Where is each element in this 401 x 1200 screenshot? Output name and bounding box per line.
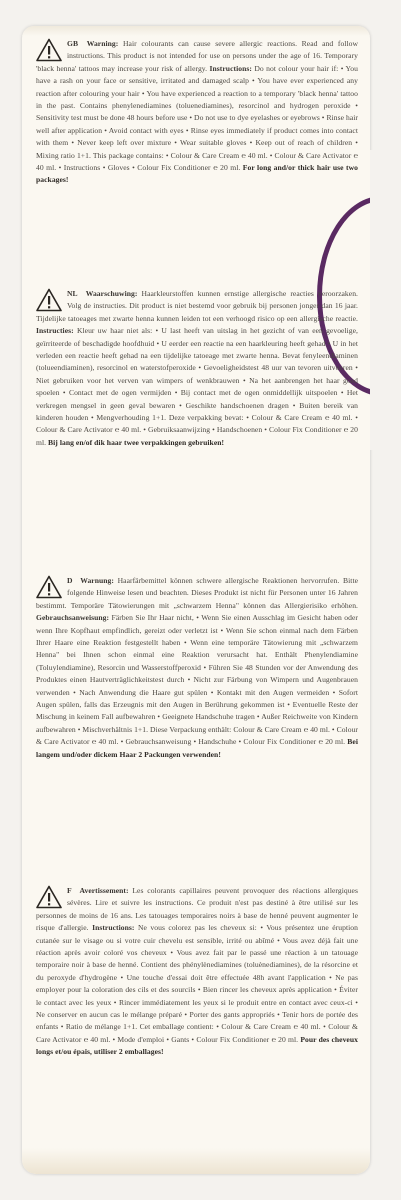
warning-block-d [36,575,358,761]
instructions-heading: Instructions: [92,923,135,933]
warning-triangle-icon [36,38,62,62]
panel-top-edge [22,26,370,36]
instructions-heading: Gebrauchsanweisung: [36,613,110,623]
warning-triangle-icon [36,288,62,312]
warning-heading: Waarschuwing: [85,289,138,298]
instructions-text: Ne vous colorez pas les cheveux si: • Vous présentez une éruption cutanée sur le visage ou si votre cuir chevelu est sensible, irrité ou abîmé • Vous avez déjà fait une réaction après avoir coloré vos cheveux • Vous avez fait par le passé une réaction à un tatouage temporaire noir à base de henné. Contient des phénylènediamines (toluènediamines), de la résorcine et du peroxyde d'hydrogène • Une touche d'essai doit être effectuée 48h avant l'application • Ne pas employer pour la coloration des cils et des sourcils • Bien rincer les cheveux après application • Éviter le contact avec les yeux • Rincer immédiatement les yeux si le produit entre en contact avec ceux-ci • Ne conserver en aucun cas le mélange préparé • Porter des gants appropriés • Tenir hors de portée des enfants • Ratio de mélange 1+1. Cet emballage contient: • Colour & Care Cream ℮ 40 ml. • Colour & Care Activator ℮ 40 ml. • Mode d'emploi • Gants • Colour Fix Conditioner ℮ 20 ml. [36,923,358,1044]
long-hair-note: Bei langem und/oder dickem Haar 2 Packungen verwenden! [36,737,358,759]
warning-triangle-icon [36,575,62,599]
warning-text: Haarfärbemittel können schwere allergische Reaktionen hervorrufen. Bitte folgende Hinweise lesen und beachten. Dieses Produkt ist nicht für Personen unter 16 Jahren bestimmt. Temporäre Tätowierungen mit „schwarzem Henna" können das Allergierisiko erhöhen. [36,576,359,610]
warning-heading: Warnung: [80,576,114,585]
language-code: NL [67,289,78,298]
instructions-text: Kleur uw haar niet als: • U last heeft van uitslag in het gezicht of van een gevoelige, geïrriteerde of beschadigde hoofdhuid • U eerder een reactie na een haarkleuring heeft gehad • U in het verleden een reactie heeft gehad na een tijdelijke tatoeage met zwarte henna. Bevat fenyleendiaminen (tolueendiaminen), resorcinol en waterstofperoxide • Gevoeligheidstest 48 uur van tevoren uitvoeren • Niet gebruiken voor het verven van wimpers of wenkbrauwen • Na het aanbrengen het haar goed spoelen • Contact met de ogen vermijden • Bij contact met de ogen onmiddellijk uitspoelen • Het verkregen mengsel in geen geval bewaren • Geschikte handschoenen dragen • Buiten bereik van kinderen houden • Mengverhouding 1+1. Deze verpakking bevat: • Colour & Care Cream ℮ 40 ml. • Colour & Care Activator ℮ 40 ml. • Gebruiksaanwijzing • Handschoenen • Colour Fix Conditioner ℮ 20 ml. [36,326,359,447]
language-code: D [67,576,73,585]
instructions-text: Do not colour your hair if: • You have a rash on your face or sensitive, irritated and damaged scalp • You have ever experienced any reaction after colouring your hair • You have experienced a reaction to a temporary 'black henna' tattoo in the past. Contains phenylenediamines (toluenediamines), resorcinol and hydrogen peroxide • Sensitivity test must be done 48 hours before use • Do not use to dye eyelashes or eyebrows • Rinse hair well after application • Avoid contact with eyes • Rinse eyes immediately if product comes into contact with them • Never keep left over mixture • Wear suitable gloves • Keep out of reach of children • Mixing ratio 1+1. This package contains: • Colour & Care Cream ℮ 40 ml. • Colour & Care Activator ℮ 40 ml. • Instructions • Gloves • Colour Fix Conditioner ℮ 20 ml. [36,63,358,173]
long-hair-note: For long and/or thick hair use two packages! [36,163,359,185]
warning-heading: Avertissement: [79,886,129,895]
warning-heading: Warning: [86,39,119,48]
warning-text: Haarkleurstoffen kunnen ernstige allergische reacties veroorzaken. Volg de instructies. Dit product is niet bestemd voor gebruik bij personen jonger dan 16 jaar. Tijdelijke tatoeages met zwarte henna kunnen leiden tot een verhoogd risico op een allergische reactie. [36,289,358,323]
warning-block-gb [36,38,358,187]
long-hair-note: Pour des cheveux longs et/ou épais, utiliser 2 emballages! [36,1034,358,1057]
instructions-heading: Instructies: [36,326,74,336]
warning-block-f [36,885,358,1059]
warning-triangle-icon [36,885,62,909]
instructions-heading: Instructions: [209,63,252,73]
long-hair-note: Bij lang en/of dik haar twee verpakkingen gebruiken! [48,437,225,447]
language-code: GB [67,39,79,48]
curve-mask [370,150,401,450]
language-code: F [67,886,72,895]
warning-text: Hair colourants can cause severe allergic reactions. Read and follow instructions. This product is not intended for use on persons under the age of 16. Temporary 'black henna' tattoos may increase your risk of allergy. [36,39,359,73]
warning-block-nl [36,288,358,449]
warning-text: Les colorants capillaires peuvent provoquer des réactions allergiques sévères. Lire et suivre les instructions. Ce produit n'est pas destiné à être utilisé sur les personnes de moins de 16 ans. Les tatouages temporaires noirs à base de henné peuvent augmenter le risque d'allergie. [36,886,358,933]
instructions-text: Färben Sie Ihr Haar nicht, • Wenn Sie einen Ausschlag im Gesicht haben oder wenn Ihre Kopfhaut empfindlich, gereizt oder verletzt ist • Wenn Sie schon einmal nach dem Färben Ihrer Haare eine Reaktion festgestellt haben • Wenn eine temporäre Tätowierung mit „schwarzem Henna" bei Ihnen schon einmal eine Reaktion verursacht hat. Enthält Phenylendiamine (Toluylendiamine), Resorcin und Wasserstoffperoxid • Führen Sie 48 Stunden vor der Anwendung des Produktes einen Hautverträglichkeitstest durch • Nicht zur Färbung von Wimpern und Augenbrauen verwenden • Nach Anwendung die Haare gut spülen • Kontakt mit den Augen vermeiden • Sofort Augen spülen, falls das Erzeugnis mit den Augen in Berührung gekommen ist • Eventuelle Reste der Mischung in keinem Fall aufbewahren • Geeignete Handschuhe tragen • Außer Reichweite von Kindern aufbewahren • Mischverhältnis 1+1. Diese Verpackung enthält: Colour & Care Cream ℮ 40 ml. • Colour & Care Activator ℮ 40 ml. • Gebrauchsanweisung • Handschuhe • Colour Fix Conditioner ℮ 20 ml. [36,613,358,747]
panel-bottom-edge [22,1148,370,1174]
